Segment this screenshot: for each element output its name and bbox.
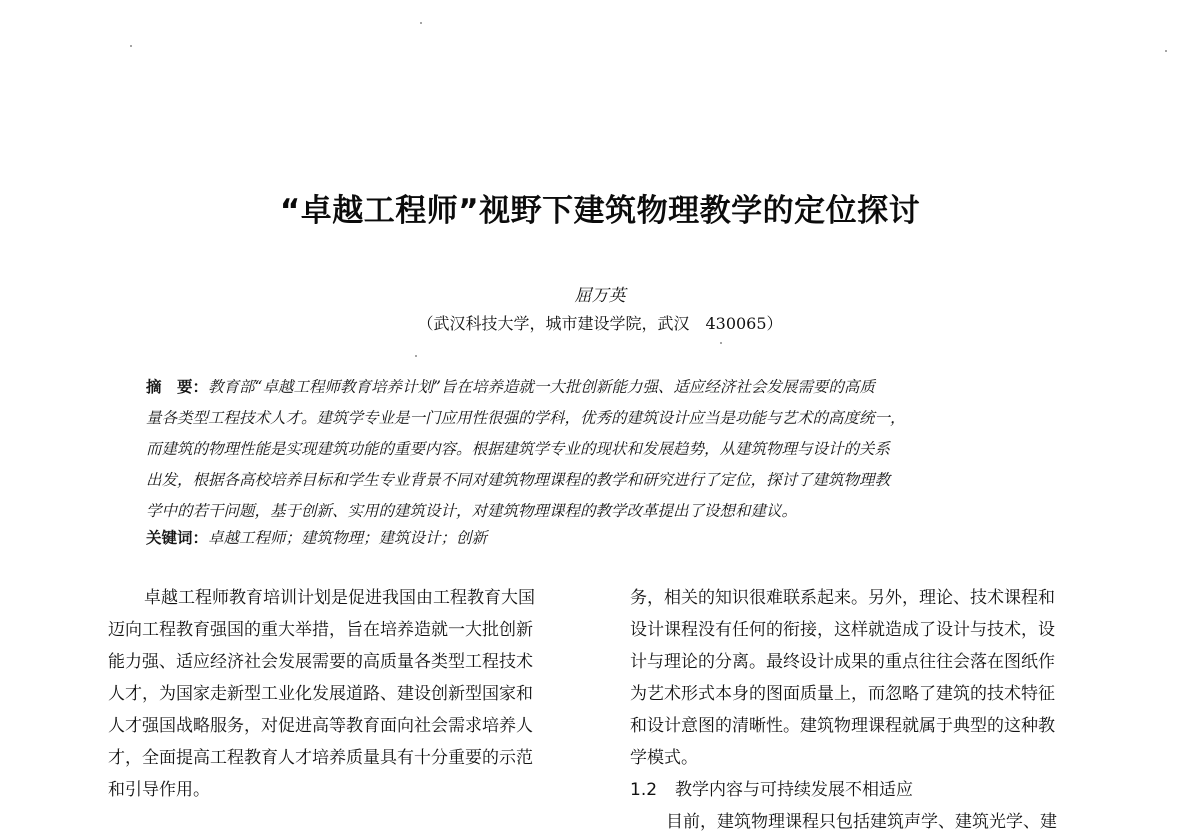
scan-speck: [130, 45, 132, 47]
paper-title: “卓越工程师”视野下建筑物理教学的定位探讨: [279, 193, 921, 229]
keywords-block: [146, 526, 1076, 548]
body-line: 和引导作用。: [108, 780, 210, 800]
right-column: [630, 582, 1112, 838]
abstract-block: [146, 372, 1076, 527]
abstract-line: [146, 372, 1076, 403]
scan-speck: [415, 355, 417, 357]
keywords-label: 关键词：: [146, 529, 209, 547]
scan-speck: [1165, 50, 1167, 52]
abstract-line: 学中的若干问题，基于创新、实用的建筑设计，对建筑物理课程的教学改革提出了设想和建议。: [146, 502, 798, 520]
section-heading: [630, 774, 1112, 806]
abstract-line: 而建筑的物理性能是实现建筑功能的重要内容。根据建筑学专业的现状和发展趋势，从建筑物理与设计的关系: [146, 440, 891, 458]
body-line: 学模式。: [630, 748, 698, 768]
left-column: [108, 582, 590, 806]
body-line: 迈向工程教育强国的重大举措，旨在培养造就一大批创新: [108, 620, 533, 640]
body-line: 卓越工程师教育培训计划是促进我国由工程教育大国: [144, 588, 535, 608]
section-number: 1.2: [630, 780, 658, 800]
abstract-label: 摘 要：: [146, 378, 209, 396]
scan-speck: [420, 22, 422, 24]
abstract-line: 量各类型工程技术人才。建筑学专业是一门应用性很强的学科，优秀的建筑设计应当是功能与艺术的高度统一，: [146, 409, 906, 427]
keywords-text: 卓越工程师；建筑物理；建筑设计；创新: [208, 529, 488, 547]
body-line: 目前，建筑物理课程只包括建筑声学、建筑光学、建: [666, 812, 1057, 832]
author-affiliation: （武汉科技大学，城市建设学院，武汉 430065）: [417, 314, 783, 333]
scan-speck: [720, 342, 722, 344]
body-line: 设计课程没有任何的衔接，这样就造成了设计与技术，设: [630, 620, 1055, 640]
body-line: 计与理论的分离。最终设计成果的重点往往会落在图纸作: [630, 652, 1055, 672]
body-line: 为艺术形式本身的图面质量上，而忽略了建筑的技术特征: [630, 684, 1055, 704]
abstract-line: 出发，根据各高校培养目标和学生专业背景不同对建筑物理课程的教学和研究进行了定位，探讨了建筑物理教: [146, 471, 891, 489]
abstract-text: 教育部“卓越工程师教育培养计划”旨在培养造就一大批创新能力强、适应经济社会发展需要的高质: [208, 378, 875, 396]
body-line: 务，相关的知识很难联系起来。另外，理论、技术课程和: [630, 588, 1055, 608]
author-name: 屈万英: [574, 286, 626, 306]
body-line: 才，全面提高工程教育人才培养质量具有十分重要的示范: [108, 748, 533, 768]
body-line: 和设计意图的清晰性。建筑物理课程就属于典型的这种教: [630, 716, 1055, 736]
body-line: 能力强、适应经济社会发展需要的高质量各类型工程技术: [108, 652, 533, 672]
section-heading-text: 教学内容与可持续发展不相适应: [675, 780, 914, 800]
body-line: 人才，为国家走新型工业化发展道路、建设创新型国家和: [108, 684, 533, 704]
body-line: 人才强国战略服务，对促进高等教育面向社会需求培养人: [108, 716, 533, 736]
